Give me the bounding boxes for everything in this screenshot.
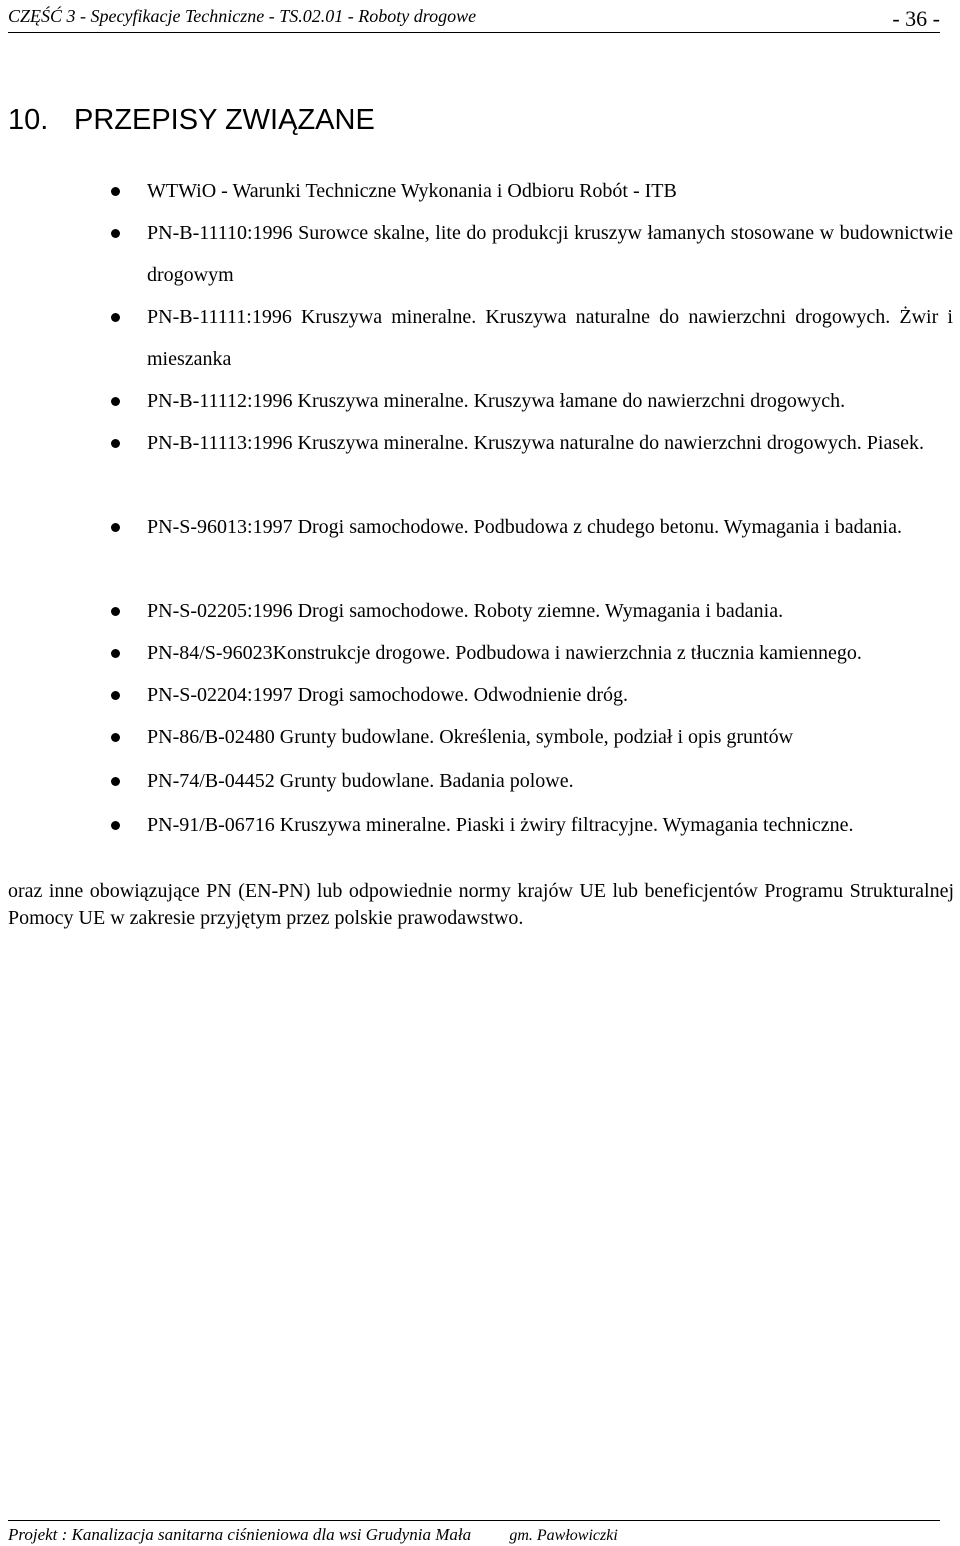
section-heading [8,104,375,137]
bullet-icon [111,777,120,786]
reference-text: PN-74/B-04452 Grunty budowlane. Badania polowe. [147,770,574,792]
page-header [8,4,940,33]
reference-text: PN-86/B-02480 Grunty budowlane. Określenia, symbole, podział i opis gruntów [147,726,794,748]
document-title: CZĘŚĆ 3 - Specyfikacje Techniczne - TS.02.01 - Roboty drogowe [8,6,477,26]
reference-text: PN-B-11113:1996 Kruszywa mineralne. Kruszywa naturalne do nawierzchni drogowych. Piasek. [147,432,925,454]
page-number: - 36 - [892,6,940,31]
reference-text: PN-B-11111:1996 Kruszywa mineralne. Kruszywa naturalne do nawierzchni drogowych. Żwir i mieszanka [147,306,953,370]
section-number: 10. [8,104,49,136]
reference-text: PN-B-11112:1996 Kruszywa mineralne. Kruszywa łamane do nawierzchni drogowych. [147,390,846,412]
reference-text: PN-S-02204:1997 Drogi samochodowe. Odwodnienie dróg. [147,684,629,706]
bullet-icon [111,187,120,196]
bullet-icon [111,313,120,322]
reference-text: PN-84/S-96023Konstrukcje drogowe. Podbudowa i nawierzchnia z tłucznia kamiennego. [147,642,862,664]
page-footer [8,1520,940,1545]
bullet-icon [111,607,120,616]
bullet-icon [111,229,120,238]
reference-text: PN-91/B-06716 Kruszywa mineralne. Piaski i żwiry filtracyjne. Wymagania techniczne. [147,814,854,836]
bullet-icon [111,733,120,742]
bullet-icon [111,397,120,406]
section-title: PRZEPISY ZWIĄZANE [74,104,375,136]
bullet-icon [111,691,120,700]
bullet-icon [111,649,120,658]
reference-text: PN-S-02205:1996 Drogi samochodowe. Roboty ziemne. Wymagania i badania. [147,600,784,622]
reference-text: WTWiO - Warunki Techniczne Wykonania i Odbioru Robót - ITB [147,180,677,202]
footer-project: Projekt : Kanalizacja sanitarna ciśnieniowa dla wsi Grudynia Mała [8,1525,472,1544]
footer-municipality: gm. Pawłowiczki [509,1527,618,1544]
closing-paragraph: oraz inne obowiązujące PN (EN-PN) lub odpowiednie normy krajów UE lub beneficjentów Programu Strukturalnej Pomocy UE w zakresie przyjętym przez polskie prawodawstwo. [8,880,954,929]
bullet-icon [111,439,120,448]
bullet-icon [111,523,120,532]
reference-text: PN-S-96013:1997 Drogi samochodowe. Podbudowa z chudego betonu. Wymagania i badania. [147,516,902,538]
bullet-icon [111,821,120,830]
reference-text: PN-B-11110:1996 Surowce skalne, lite do produkcji kruszyw łamanych stosowane w budownictwie drogowym [147,222,953,286]
